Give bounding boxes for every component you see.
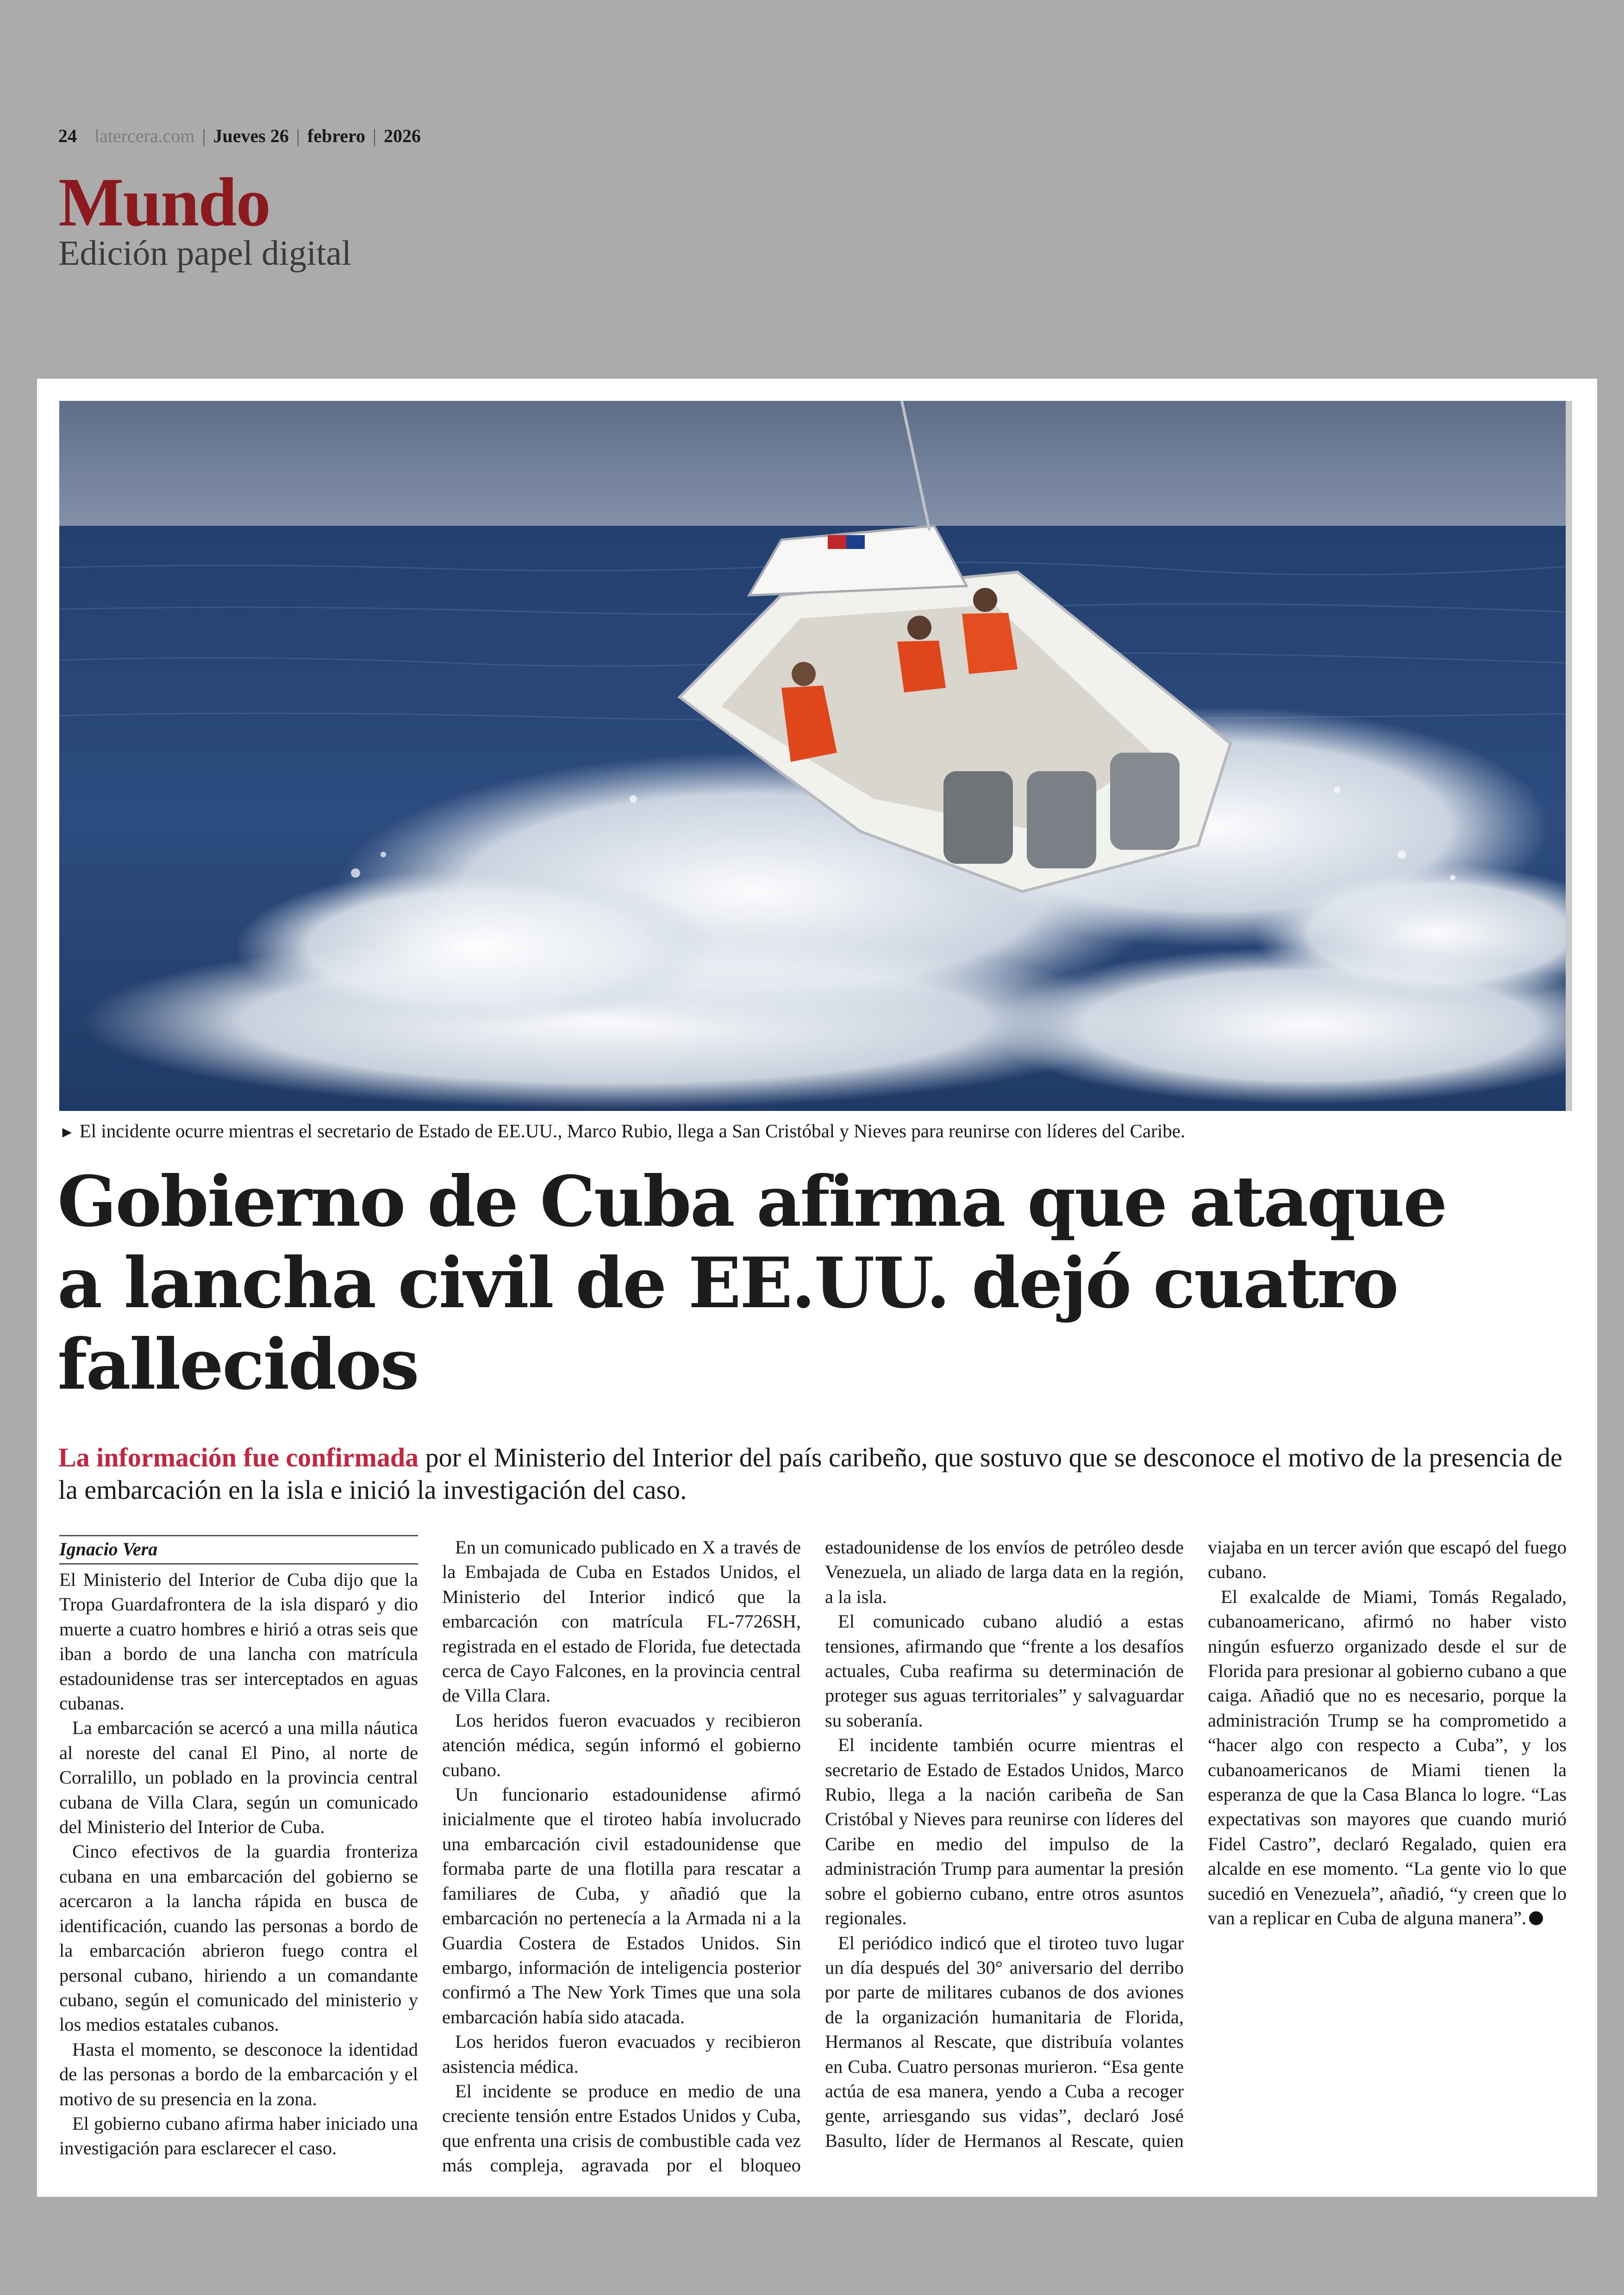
folio-line: 24 latercera.com | Jueves 26 | febrero | 2026 (58, 125, 421, 146)
body-paragraph: Cinco efectivos de la guardia fronteriza cubana en una embarcación del gobierno se acercaron a la lancha rápida en busca de identificación, cuando las personas a bordo de la embarcación abrieron fuego contra el personal cubano, hiriendo a un comandante cubano, según el comunicado del ministerio y los medios estatales cubanos. (59, 1841, 418, 2035)
body-paragraph: El Ministerio del Interior de Cuba dijo que la Tropa Guardafrontera de la isla disparó y dio muerte a cuatro hombres e hirió a otras seis que iban a bordo de una lancha con matrícula estadounidense tras ser interceptados en aguas cubanas. (59, 1569, 418, 1714)
caption-marker-icon: ► (59, 1124, 75, 1141)
body-paragraph: En un comunicado publicado en X a través de la Embajada de Cuba en Estados Unidos, el Ministerio del Interior indicó que la embarcación con matrícula FL-7726SH, registrada en el estado de Florida, fue detectada cerca de Cayo Falcones, en la provincia central de Villa Clara. (442, 1537, 801, 1706)
body-paragraph: Los heridos fueron evacuados y recibieron asistencia médica. (442, 2031, 801, 2077)
caption-text: El incidente ocurre mientras el secretario de Estado de EE.UU., Marco Rubio, llega a San Cristóbal y Nieves para reunirse con líderes del Caribe. (79, 1120, 1186, 1141)
body-paragraph: El gobierno cubano afirma haber iniciado una investigación para esclarecer el caso. (59, 2113, 418, 2159)
body-paragraph: Hasta el momento, se desconoce la identidad de las personas a bordo de la embarcación y el motivo de su presencia en la zona. (59, 2039, 418, 2109)
lede-text: por el Ministerio del Interior del país caribeño, que sostuvo que se desconoce el motivo de la presencia de la embarcación en la isla e inició la investigación del caso. (58, 1442, 1562, 1505)
issue-day: Jueves 26 (213, 125, 289, 146)
masthead (58, 121, 799, 274)
photo-caption (59, 1118, 1568, 1145)
article-body (59, 1535, 1567, 2192)
end-of-article-icon (1529, 1911, 1543, 1925)
lede-highlight: La información fue confirmada (58, 1442, 419, 1472)
article-lede (58, 1441, 1563, 1506)
article-page (37, 379, 1597, 2197)
speedboat-photo-illustration (59, 401, 1566, 1111)
body-paragraph: El incidente también ocurre mientras el secretario de Estado de Estados Unidos, Marco Rubio, llega a la nación caribeña de San Cristóbal y Nieves para reunirse con líderes del Caribe en medio del impulso de la administración Trump para aumentar la presión sobre el gobierno cubano, entre otros asuntos regionales. (825, 1734, 1184, 1929)
issue-month: febrero (307, 125, 366, 146)
body-paragraph: El comunicado cubano aludió a estas tensiones, afirmando que “frente a los desafíos actuales, Cuba reafirma su determinación de proteger sus aguas territoriales” y salvaguardar su soberanía. (825, 1611, 1184, 1731)
section-title: Mundo (58, 164, 270, 241)
edition-label: Edición papel digital (58, 234, 352, 273)
article-headline: Gobierno de Cuba afirma que ataque a lancha civil de EE.UU. dejó cuatro fallecidos (57, 1161, 1446, 1405)
body-paragraph: Los heridos fueron evacuados y recibieron atención médica, según informó el gobierno cubano. (442, 1709, 801, 1780)
body-paragraph: La embarcación se acercó a una milla náutica al noreste del canal El Pino, al norte de Corralillo, un poblado en la provincia central cubana de Villa Clara, según un comunicado del Ministerio del Interior de Cuba. (59, 1717, 418, 1838)
lead-photo (59, 401, 1572, 1111)
issue-year: 2026 (384, 125, 421, 146)
body-paragraph: El periódico indicó que el tiroteo tuvo lugar un día después del 30° aniversario del derribo por parte de militares cubanos de dos aviones de la organización humanitaria de Florida, Hermanos al Rescate, que distribuía volantes en Cuba. Cuatro personas murieron. “Esa gente actúa de esa manera, yendo a Cuba a recoger gente, arriesgando sus vidas”, declaró José Basulto, líder de Hermanos al Rescate, quien viajaba en un tercer avión que escapó del fuego cubano. (825, 1537, 1567, 2151)
page-number: 24 (58, 125, 77, 146)
byline: Ignacio Vera (59, 1535, 418, 1565)
site-name[interactable]: latercera.com (94, 125, 195, 146)
body-paragraph: El incidente se produce en medio de una creciente tensión entre Estados Unidos y Cuba, que enfrenta una crisis de combustible cada vez más compleja, agravada por el bloqueo estadounidense de los envíos de petróleo desde Venezuela, un aliado de larga data en la región, a la isla. (442, 1537, 1184, 2176)
body-paragraph-final (1208, 1584, 1567, 1931)
final-paragraph-text: El exalcalde de Miami, Tomás Regalado, cubanoamericano, afirmó no haber visto ningún esfuerzo organizado desde el sur de Florida para presionar al gobierno cubano a que caiga. Añadió que no es necesario, porque la administración Trump se ha comprometido a “hacer algo con respecto a Cuba”, y los cubanoamericanos de Miami tienen la esperanza de que la Casa Blanca lo logre. “Las expectativas son mayores que cuando murió Fidel Castro”, declaró Regalado, quien era alcalde en ese momento. “La gente vio lo que sucedió en Venezuela”, añadió, “y creen que lo van a replicar en Cuba de alguna manera”. (1208, 1586, 1567, 1929)
body-paragraph: Un funcionario estadounidense afirmó inicialmente que el tiroteo había involucrado una embarcación civil estadounidense que formaba parte de una flotilla para rescatar a familiares de Cuba, y añadió que la embarcación no pertenecía a la Armada ni a la Guardia Costera de Estados Unidos. Sin embargo, información de inteligencia posterior confirmó a The New York Times que una sola embarcación había sido atacada. (442, 1784, 801, 2027)
